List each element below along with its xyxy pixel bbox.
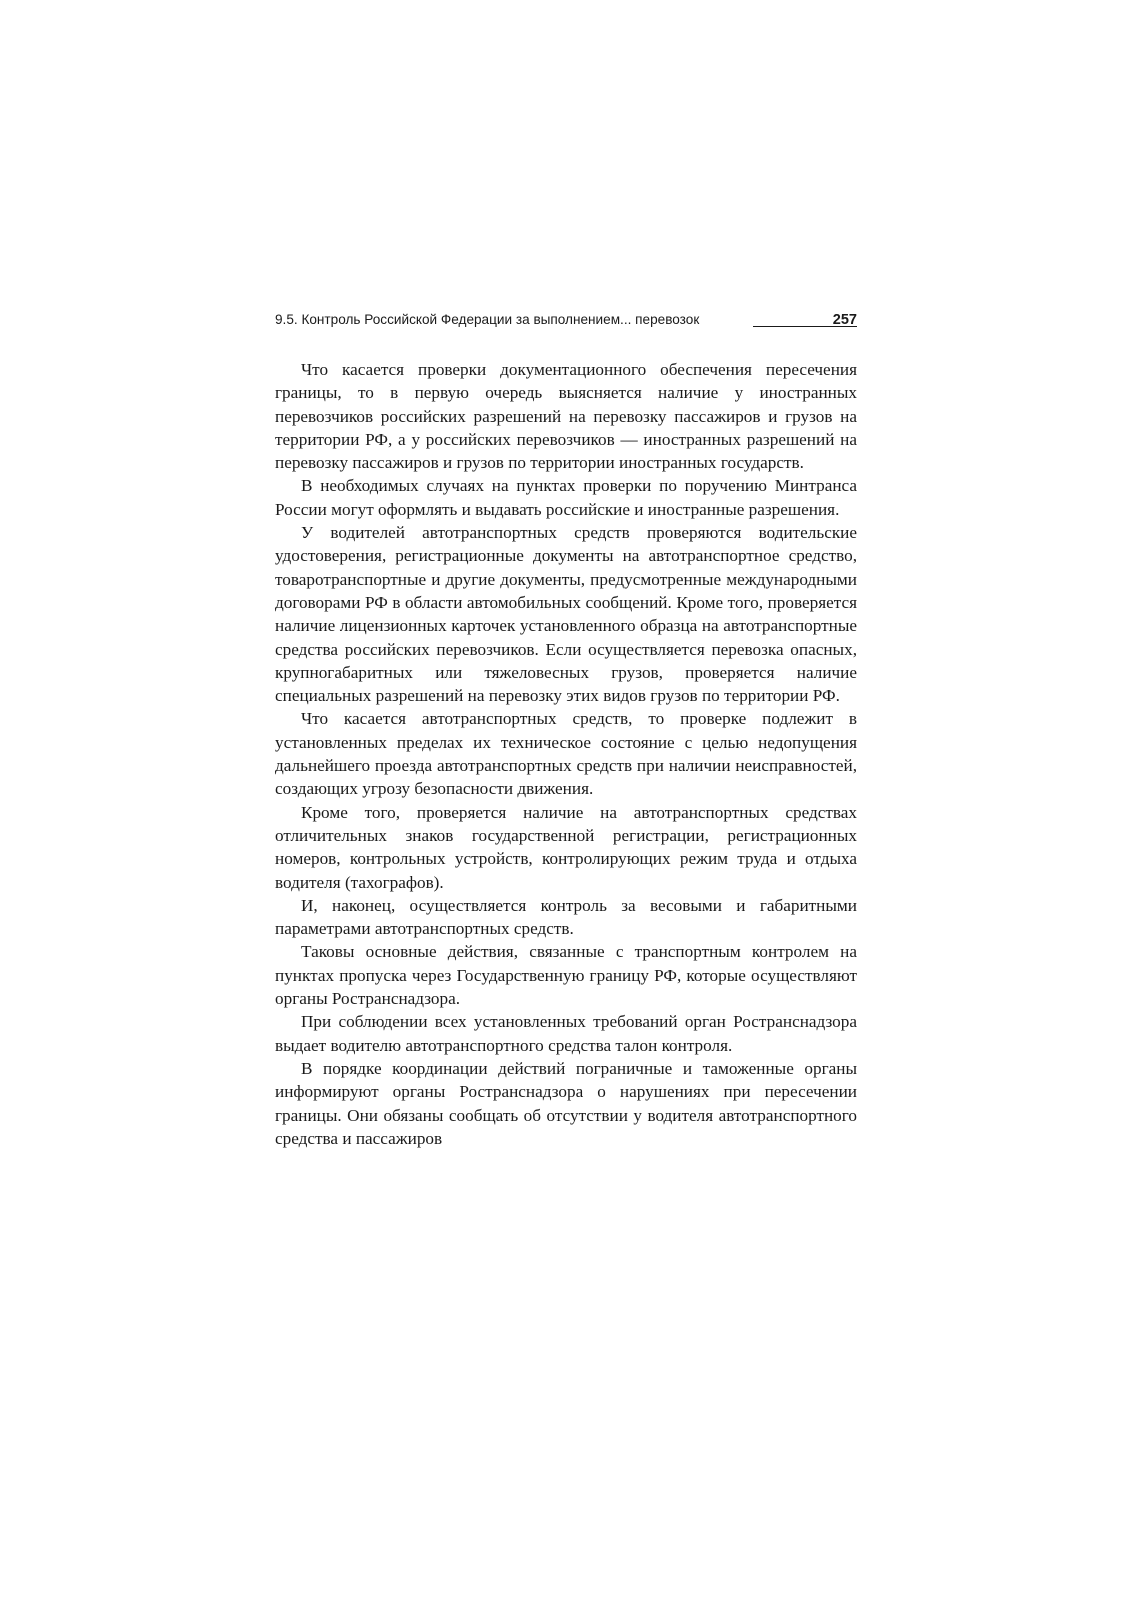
text-body (275, 358, 857, 1150)
paragraph: Таковы основные действия, связанные с транспортным контролем на пунктах пропуска через Государственную границу РФ, которые осуществляют органы Ространснадзора. (275, 942, 857, 1009)
paragraph: В порядке координации действий пограничные и таможенные органы информируют органы Ространснадзора о нарушениях при пересечении границы. Они обязаны сообщать об отсутствии у водителя автотранспортного средства и пассажиров (275, 1058, 857, 1148)
paragraph: У водителей автотранспортных средств проверяются водительские удостоверения, регистрационные документы на автотранспортное средство, товаротранспортные и другие документы, предусмотренные международными договорами РФ в области автомобильных сообщений. Кроме того, проверяется наличие лицензионных карточек установленного образца на автотранспортные средства российских перевозчиков. Если осуществляется перевозка опасных, крупногабаритных или тяжеловесных грузов, проверяется наличие специальных разрешений на перевозку этих видов грузов по территории РФ. (275, 523, 857, 706)
paragraph: Что касается автотранспортных средств, то проверке подлежит в установленных пределах их техническое состояние с целью недопущения дальнейшего проезда автотранспортных средств при наличии неисправностей, создающих угрозу безопасности движения. (275, 709, 857, 799)
paragraph: В необходимых случаях на пунктах проверки по поручению Минтранса России могут оформлять и выдавать российские и иностранные разрешения. (275, 476, 857, 519)
paragraph: При соблюдении всех установленных требований орган Ространснадзора выдает водителю автотранспортного средства талон контроля. (275, 1012, 857, 1055)
page-number: 257 (832, 312, 857, 328)
running-head: 9.5. Контроль Российской Федерации за выполнением... перевозок (275, 312, 700, 327)
paragraph: Кроме того, проверяется наличие на автотранспортных средствах отличительных знаков государственной регистрации, регистрационных номеров, контрольных устройств, контролирующих режим труда и отдыха водителя (тахографов). (275, 802, 857, 892)
page-header (275, 309, 857, 331)
paragraph: Что касается проверки документационного обеспечения пересечения границы, то в первую очередь выясняется наличие у иностранных перевозчиков российских разрешений на перевозку пассажиров и грузов на территории РФ, а у российских перевозчиков — иностранных разрешений на перевозку пассажиров и грузов по территории иностранных государств. (275, 360, 857, 473)
paragraph: И, наконец, осуществляется контроль за весовыми и габаритными параметрами автотранспортных средств. (275, 895, 857, 939)
